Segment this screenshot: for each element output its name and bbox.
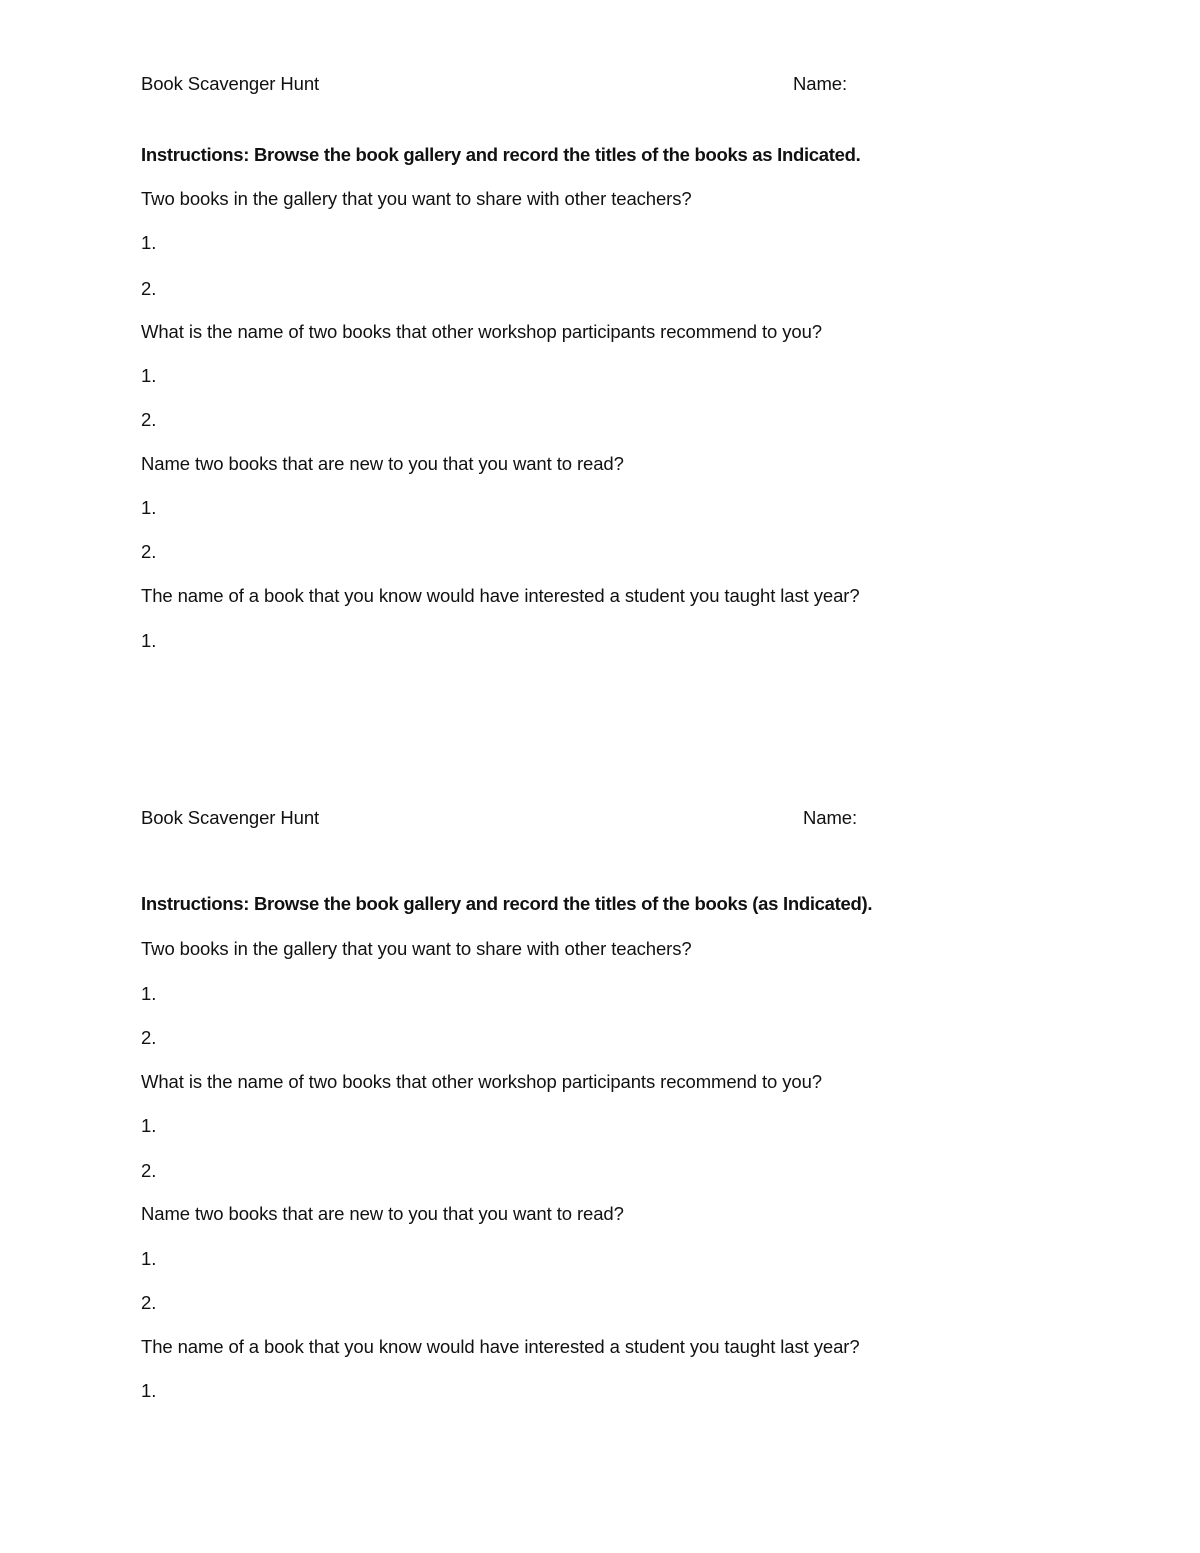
instructions: Instructions: Browse the book gallery and record the titles of the books as Indicated.	[141, 144, 861, 165]
question-1: Two books in the gallery that you want to share with other teachers?	[141, 188, 692, 209]
question-3: Name two books that are new to you that you want to read?	[141, 453, 624, 474]
name-label: Name:	[803, 807, 857, 828]
question-1: Two books in the gallery that you want to share with other teachers?	[141, 938, 692, 959]
question-4: The name of a book that you know would have interested a student you taught last year?	[141, 585, 860, 606]
question-3-item-1: 1.	[141, 497, 157, 518]
question-2: What is the name of two books that other workshop participants recommend to you?	[141, 321, 822, 342]
question-3-item-2: 2.	[141, 1292, 157, 1313]
instructions: Instructions: Browse the book gallery and record the titles of the books (as Indicated).	[141, 893, 873, 914]
question-2-item-2: 2.	[141, 409, 157, 430]
header-title: Book Scavenger Hunt	[141, 807, 320, 828]
question-3-item-2: 2.	[141, 541, 157, 562]
question-2: What is the name of two books that other workshop participants recommend to you?	[141, 1071, 822, 1092]
question-3-item-1: 1.	[141, 1248, 157, 1269]
question-1-item-1: 1.	[141, 232, 157, 253]
name-label: Name:	[793, 73, 847, 94]
header-title: Book Scavenger Hunt	[141, 73, 320, 94]
question-2-item-2: 2.	[141, 1160, 157, 1181]
question-4-item-1: 1.	[141, 630, 157, 651]
question-2-item-1: 1.	[141, 1115, 157, 1136]
question-1-item-2: 2.	[141, 278, 157, 299]
question-1-item-1: 1.	[141, 983, 157, 1004]
question-4-item-1: 1.	[141, 1380, 157, 1401]
question-4: The name of a book that you know would have interested a student you taught last year?	[141, 1336, 860, 1357]
question-2-item-1: 1.	[141, 365, 157, 386]
question-1-item-2: 2.	[141, 1027, 157, 1048]
question-3: Name two books that are new to you that you want to read?	[141, 1203, 624, 1224]
